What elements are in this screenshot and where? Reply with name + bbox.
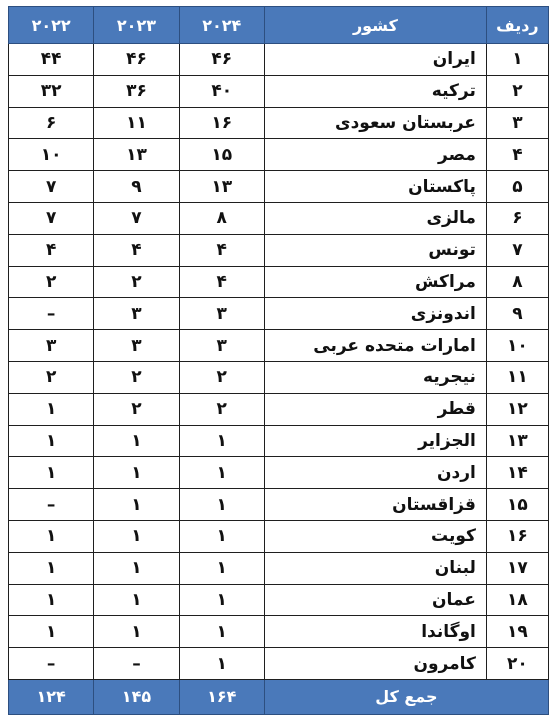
table-row — [9, 171, 549, 203]
cell-rank: ۱۳ — [486, 425, 548, 457]
cell-2023: ۱ — [94, 616, 179, 648]
cell-country: پاکستان — [264, 171, 486, 203]
table-row — [9, 330, 549, 362]
cell-country: اردن — [264, 457, 486, 489]
cell-2022: ۴ — [9, 234, 94, 266]
header-rank: ردیف — [486, 7, 548, 44]
table-row — [9, 552, 549, 584]
table-row — [9, 75, 549, 107]
cell-2024: ۱ — [179, 489, 264, 521]
cell-2023: ۱ — [94, 457, 179, 489]
cell-2023: ۷ — [94, 202, 179, 234]
total-2023: ۱۴۵ — [94, 679, 179, 714]
cell-2022: ۲ — [9, 361, 94, 393]
cell-2022: ۱ — [9, 552, 94, 584]
cell-rank: ۸ — [486, 266, 548, 298]
cell-country: قطر — [264, 393, 486, 425]
cell-rank: ۲ — [486, 75, 548, 107]
cell-2024: ۸ — [179, 202, 264, 234]
cell-rank: ۴ — [486, 139, 548, 171]
table-row — [9, 520, 549, 552]
cell-2022: ۷ — [9, 171, 94, 203]
cell-rank: ۱۵ — [486, 489, 548, 521]
cell-2023: – — [94, 648, 179, 680]
table-row — [9, 107, 549, 139]
cell-country: لبنان — [264, 552, 486, 584]
cell-rank: ۲۰ — [486, 648, 548, 680]
cell-rank: ۱۴ — [486, 457, 548, 489]
cell-2024: ۴ — [179, 266, 264, 298]
cell-2023: ۱۱ — [94, 107, 179, 139]
cell-country: کویت — [264, 520, 486, 552]
cell-country: امارات متحده عربی — [264, 330, 486, 362]
cell-rank: ۹ — [486, 298, 548, 330]
cell-country: عمان — [264, 584, 486, 616]
cell-rank: ۱۲ — [486, 393, 548, 425]
cell-2024: ۲ — [179, 361, 264, 393]
total-2022: ۱۲۴ — [9, 679, 94, 714]
cell-2022: ۱ — [9, 393, 94, 425]
table-row — [9, 44, 549, 76]
cell-2024: ۴۶ — [179, 44, 264, 76]
cell-2023: ۳۶ — [94, 75, 179, 107]
cell-rank: ۶ — [486, 202, 548, 234]
cell-rank: ۱۸ — [486, 584, 548, 616]
header-2022: ۲۰۲۲ — [9, 7, 94, 44]
cell-rank: ۱ — [486, 44, 548, 76]
cell-2022: ۷ — [9, 202, 94, 234]
cell-2022: ۳۲ — [9, 75, 94, 107]
cell-2023: ۴۶ — [94, 44, 179, 76]
cell-2022: – — [9, 648, 94, 680]
cell-2023: ۱ — [94, 552, 179, 584]
table-row — [9, 266, 549, 298]
cell-country: کامرون — [264, 648, 486, 680]
cell-2024: ۱۵ — [179, 139, 264, 171]
cell-2022: ۱ — [9, 520, 94, 552]
table-row — [9, 489, 549, 521]
table-row — [9, 298, 549, 330]
cell-2022: ۱ — [9, 425, 94, 457]
cell-rank: ۱۰ — [486, 330, 548, 362]
cell-2024: ۱ — [179, 648, 264, 680]
countries-table — [8, 6, 549, 715]
cell-2022: ۳ — [9, 330, 94, 362]
table-row — [9, 234, 549, 266]
table-row — [9, 648, 549, 680]
cell-country: قزاقستان — [264, 489, 486, 521]
cell-2024: ۱۶ — [179, 107, 264, 139]
cell-2024: ۱ — [179, 457, 264, 489]
cell-2023: ۱ — [94, 584, 179, 616]
cell-2022: – — [9, 298, 94, 330]
cell-country: اندونزی — [264, 298, 486, 330]
cell-rank: ۱۱ — [486, 361, 548, 393]
table-row — [9, 202, 549, 234]
cell-country: الجزایر — [264, 425, 486, 457]
cell-2024: ۱۳ — [179, 171, 264, 203]
table-row — [9, 616, 549, 648]
cell-2022: ۱ — [9, 584, 94, 616]
cell-2022: ۱۰ — [9, 139, 94, 171]
cell-2024: ۱ — [179, 584, 264, 616]
cell-2023: ۳ — [94, 330, 179, 362]
cell-2024: ۱ — [179, 425, 264, 457]
cell-country: عربستان سعودی — [264, 107, 486, 139]
table-row — [9, 457, 549, 489]
cell-2023: ۲ — [94, 266, 179, 298]
cell-2022: ۴۴ — [9, 44, 94, 76]
cell-2023: ۲ — [94, 361, 179, 393]
header-row — [9, 7, 549, 44]
cell-rank: ۷ — [486, 234, 548, 266]
table-row — [9, 393, 549, 425]
header-2023: ۲۰۲۳ — [94, 7, 179, 44]
cell-2022: – — [9, 489, 94, 521]
cell-country: ترکیه — [264, 75, 486, 107]
cell-2022: ۲ — [9, 266, 94, 298]
table-row — [9, 584, 549, 616]
table-row — [9, 139, 549, 171]
cell-country: مالزی — [264, 202, 486, 234]
table-body — [9, 44, 549, 680]
cell-2023: ۱ — [94, 425, 179, 457]
cell-2022: ۱ — [9, 616, 94, 648]
cell-rank: ۵ — [486, 171, 548, 203]
cell-2024: ۴ — [179, 234, 264, 266]
cell-2024: ۲ — [179, 393, 264, 425]
cell-2023: ۱ — [94, 489, 179, 521]
cell-2023: ۹ — [94, 171, 179, 203]
cell-country: اوگاندا — [264, 616, 486, 648]
cell-country: نیجریه — [264, 361, 486, 393]
cell-2023: ۱۳ — [94, 139, 179, 171]
total-2024: ۱۶۴ — [179, 679, 264, 714]
cell-2024: ۳ — [179, 330, 264, 362]
table-row — [9, 361, 549, 393]
cell-2023: ۳ — [94, 298, 179, 330]
cell-rank: ۱۹ — [486, 616, 548, 648]
cell-country: ایران — [264, 44, 486, 76]
cell-2023: ۴ — [94, 234, 179, 266]
cell-country: تونس — [264, 234, 486, 266]
cell-rank: ۱۷ — [486, 552, 548, 584]
table-row — [9, 425, 549, 457]
cell-2024: ۳ — [179, 298, 264, 330]
header-2024: ۲۰۲۴ — [179, 7, 264, 44]
total-row — [9, 679, 549, 714]
cell-country: مراکش — [264, 266, 486, 298]
cell-2024: ۱ — [179, 552, 264, 584]
cell-country: مصر — [264, 139, 486, 171]
cell-rank: ۳ — [486, 107, 548, 139]
cell-2022: ۱ — [9, 457, 94, 489]
cell-2023: ۲ — [94, 393, 179, 425]
cell-2022: ۶ — [9, 107, 94, 139]
header-country: کشور — [264, 7, 486, 44]
cell-2024: ۱ — [179, 520, 264, 552]
cell-rank: ۱۶ — [486, 520, 548, 552]
total-label: جمع کل — [264, 679, 548, 714]
cell-2023: ۱ — [94, 520, 179, 552]
cell-2024: ۱ — [179, 616, 264, 648]
cell-2024: ۴۰ — [179, 75, 264, 107]
